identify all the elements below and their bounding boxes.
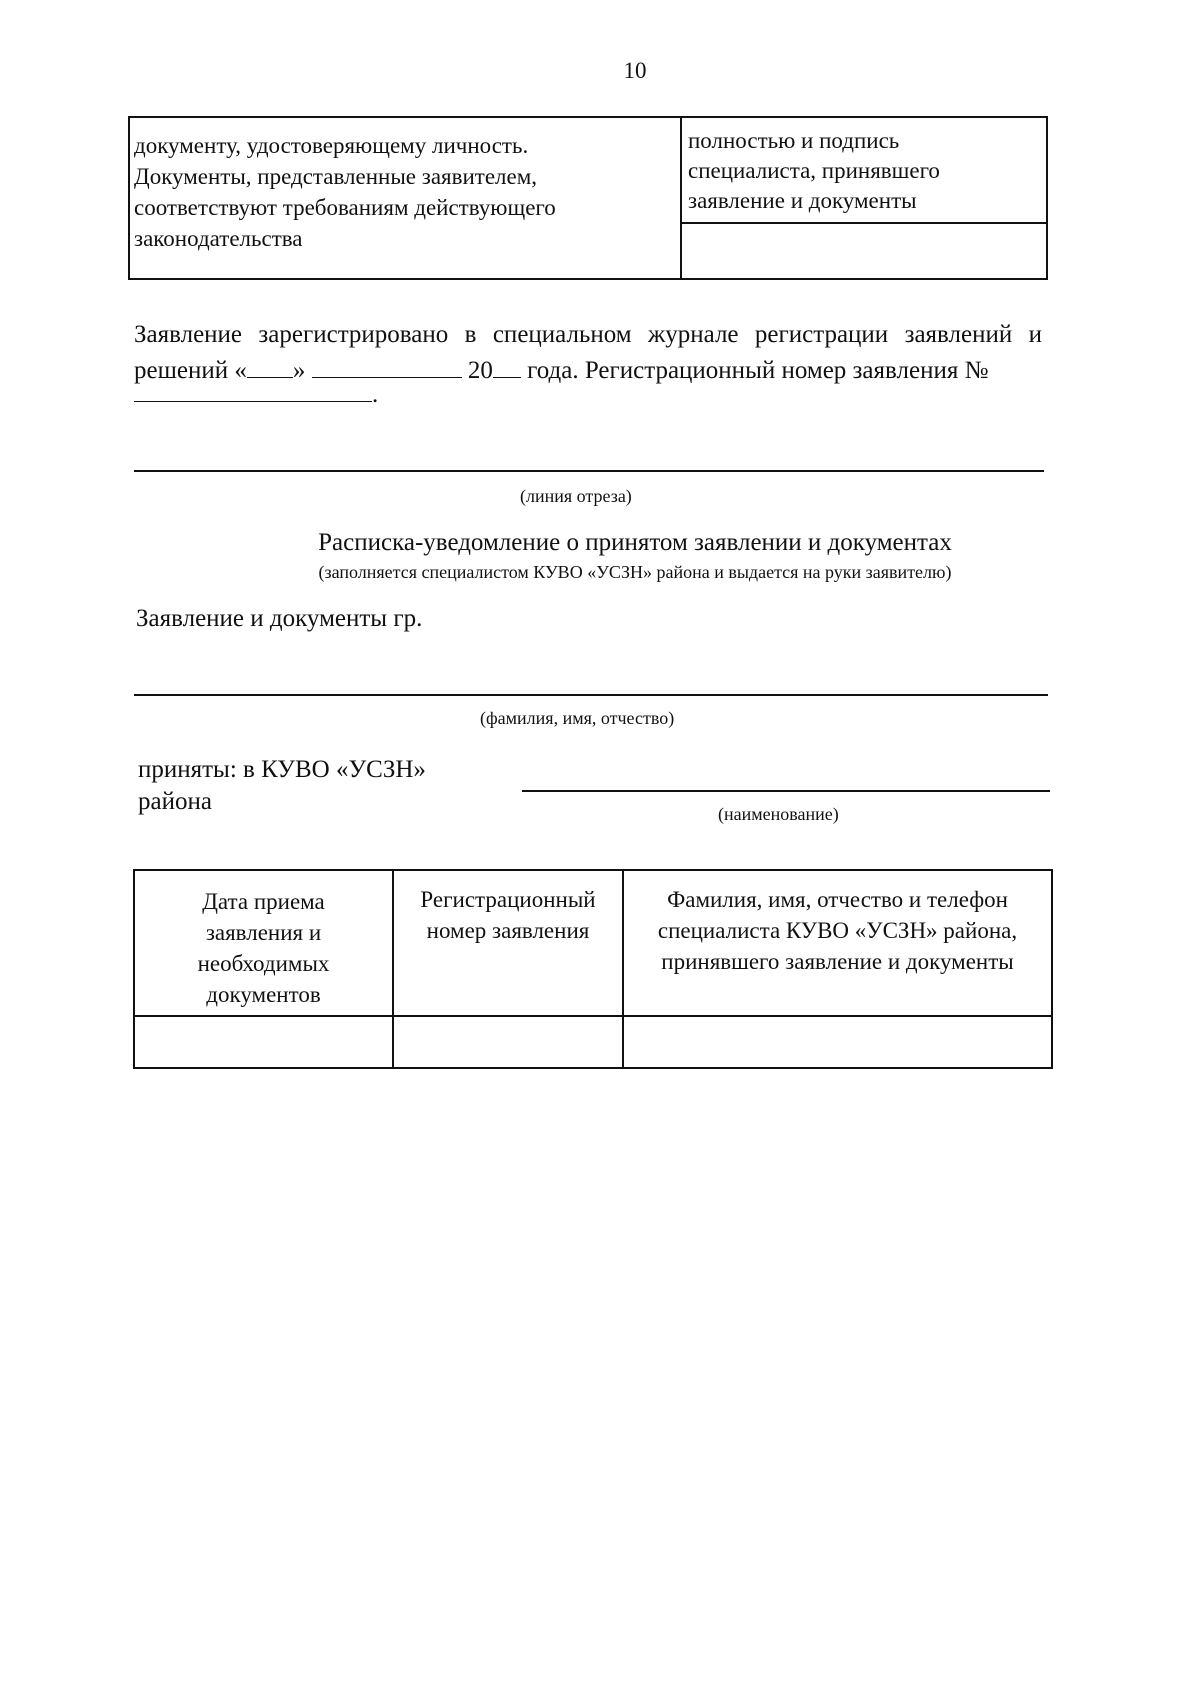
registration-number-line	[134, 376, 378, 409]
header-line: номер заявления	[426, 918, 590, 943]
empty-cell-number	[394, 1017, 624, 1067]
cut-line	[134, 470, 1044, 472]
header-receipt-date	[135, 871, 394, 1015]
top-left-line: соответствуют требованиям действующего	[134, 195, 556, 220]
registration-end: .	[372, 381, 379, 408]
top-left-line: Документы, представленные заявителем,	[134, 164, 538, 189]
institution-name-caption: (наименование)	[718, 804, 839, 824]
top-left-line: документу, удостоверяющему личность.	[134, 133, 529, 158]
registration-text-2: »	[292, 357, 306, 384]
header-registration-number	[394, 871, 624, 1015]
top-table	[128, 116, 1048, 280]
page-number: 10	[623, 58, 647, 83]
receipt-title: Расписка-уведомление о принятом заявлении и документах	[318, 529, 952, 556]
top-right-line: заявление и документы	[688, 188, 917, 213]
top-right-line: полностью и подпись	[688, 128, 900, 153]
header-line: необходимых	[197, 951, 330, 976]
header-specialist	[624, 871, 1051, 1015]
registration-number-blank	[134, 376, 372, 402]
top-left-line: законодательства	[134, 226, 303, 251]
registration-year: 20	[467, 357, 493, 384]
accepted-line-1: приняты: в КУВО «УСЗН»	[138, 756, 426, 783]
registration-text-4: года. Регистрационный номер заявления №	[527, 357, 989, 384]
receipt-table	[133, 869, 1053, 1069]
header-line: Дата приема	[202, 889, 325, 914]
header-line: Фамилия, имя, отчество и телефон	[667, 887, 1008, 912]
day-blank	[247, 352, 293, 378]
year-blank	[493, 352, 521, 378]
accepted-line-2: района	[138, 788, 212, 815]
header-line: заявления и	[205, 920, 322, 945]
accepted-label	[138, 754, 426, 818]
full-name-line	[134, 694, 1048, 696]
top-table-right-cell	[682, 118, 1046, 224]
header-line: Регистрационный	[420, 887, 596, 912]
header-line: специалиста КУВО «УСЗН» района,	[657, 918, 1018, 943]
full-name-caption: (фамилия, имя, отчество)	[480, 708, 675, 728]
receipt-subtitle: (заполняется специалистом КУВО «УСЗН» района и выдается на руки заявителю)	[318, 562, 952, 582]
registration-text-1: Заявление зарегистрировано в специальном журнале регистрации заявлений и решений «	[134, 321, 1042, 384]
top-table-left-cell	[130, 118, 682, 278]
top-right-line: специалиста, принявшего	[688, 158, 940, 183]
top-table-empty-cell	[682, 224, 1046, 278]
month-blank	[312, 352, 462, 378]
empty-cell-specialist	[624, 1017, 1051, 1067]
cut-line-label: (линия отреза)	[520, 486, 632, 506]
institution-name-line	[522, 790, 1050, 792]
documents-from-label: Заявление и документы гр.	[136, 605, 423, 632]
header-line: принявшего заявление и документы	[661, 949, 1014, 974]
header-line: документов	[206, 982, 321, 1007]
empty-cell-date	[135, 1017, 394, 1067]
